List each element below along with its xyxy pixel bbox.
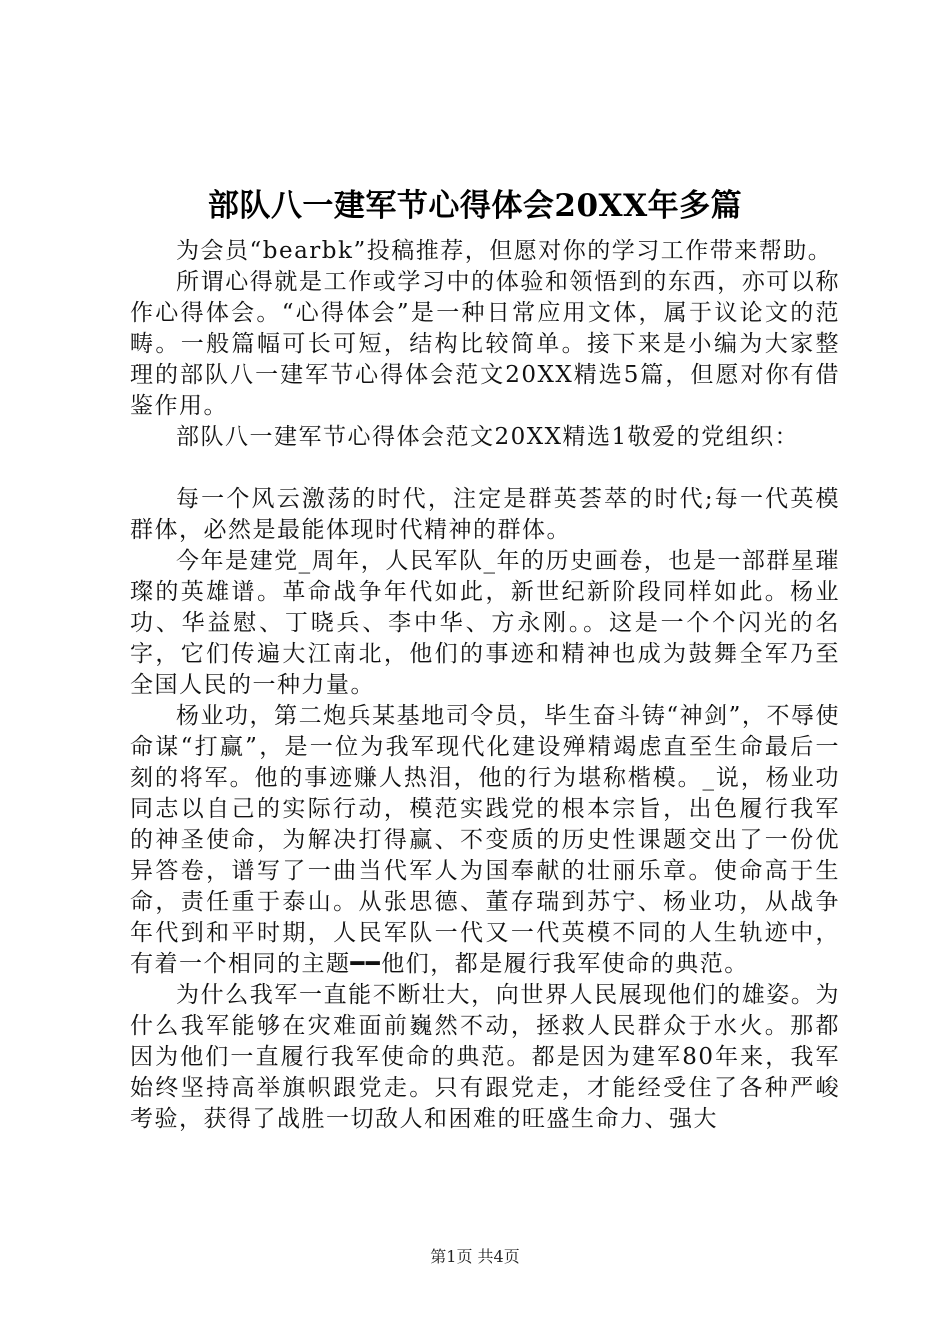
paragraph: 杨业功，第二炮兵某基地司令员，毕生奋斗铸“神剑”，不辱使命谋“打赢”，是一位为我军现代化建设殚精竭虑直至生命最后一刻的将军。他的事迹赚人热泪，他的行为堪称楷模。_说，杨业功同志以自己的实际行动，模范实践党的根本宗旨，出色履行我军的神圣使命，为解决打得赢、不变质的历史性课题交出了一份优异答卷，谱写了一曲当代军人为国奉献的壮丽乐章。使命高于生命，责任重于泰山。从张思德、董存瑞到苏宁、杨业功，从战争年代到和平时期，人民军队一代又一代英模不同的人生轨迹中，有着一个相同的主题━━他们，都是履行我军使命的典范。: [130, 703, 840, 977]
paragraph: 为什么我军一直能不断壮大，向世界人民展现他们的雄姿。为什么我军能够在灾难面前巍然不动，拯救人民群众于水火。那都因为他们一直履行我军使命的典范。都是因为建军80年来，我军始终坚持高举旗帜跟党走。只有跟党走，才能经受住了各种严峻考验，获得了战胜一切敌人和困难的旺盛生命力、强大: [130, 982, 840, 1132]
paragraph: 今年是建党_周年，人民军队_年的历史画卷，也是一部群星璀璨的英雄谱。革命战争年代如此，新世纪新阶段同样如此。杨业功、华益慰、丁晓兵、李中华、方永刚。。这是一个个闪光的名字，它们传遍大江南北，他们的事迹和精神也成为鼓舞全军乃至全国人民的一种力量。: [130, 548, 840, 698]
page-footer: 第1页 共4页: [430, 1247, 520, 1266]
paragraph: 每一个风云激荡的时代，注定是群英荟萃的时代;每一代英模群体，必然是最能体现时代精神的群体。: [130, 486, 840, 543]
paragraph: 为会员“bearbk”投稿推荐，但愿对你的学习工作带来帮助。: [176, 238, 833, 264]
document-title: 部队八一建军节心得体会20XX年多篇: [207, 188, 743, 224]
paragraph: 所谓心得就是工作或学习中的体验和领悟到的东西，亦可以称作心得体会。“心得体会”是一种日常应用文体，属于议论文的范畴。一般篇幅可长可短，结构比较简单。接下来是小编为大家整理的部队八一建军节心得体会范文20XX精选5篇，但愿对你有借鉴作用。: [130, 269, 840, 419]
paragraph: 部队八一建军节心得体会范文20XX精选1敬爱的党组织：: [176, 424, 800, 450]
document-body: [130, 236, 840, 1135]
blank-paragraph: [130, 453, 840, 484]
